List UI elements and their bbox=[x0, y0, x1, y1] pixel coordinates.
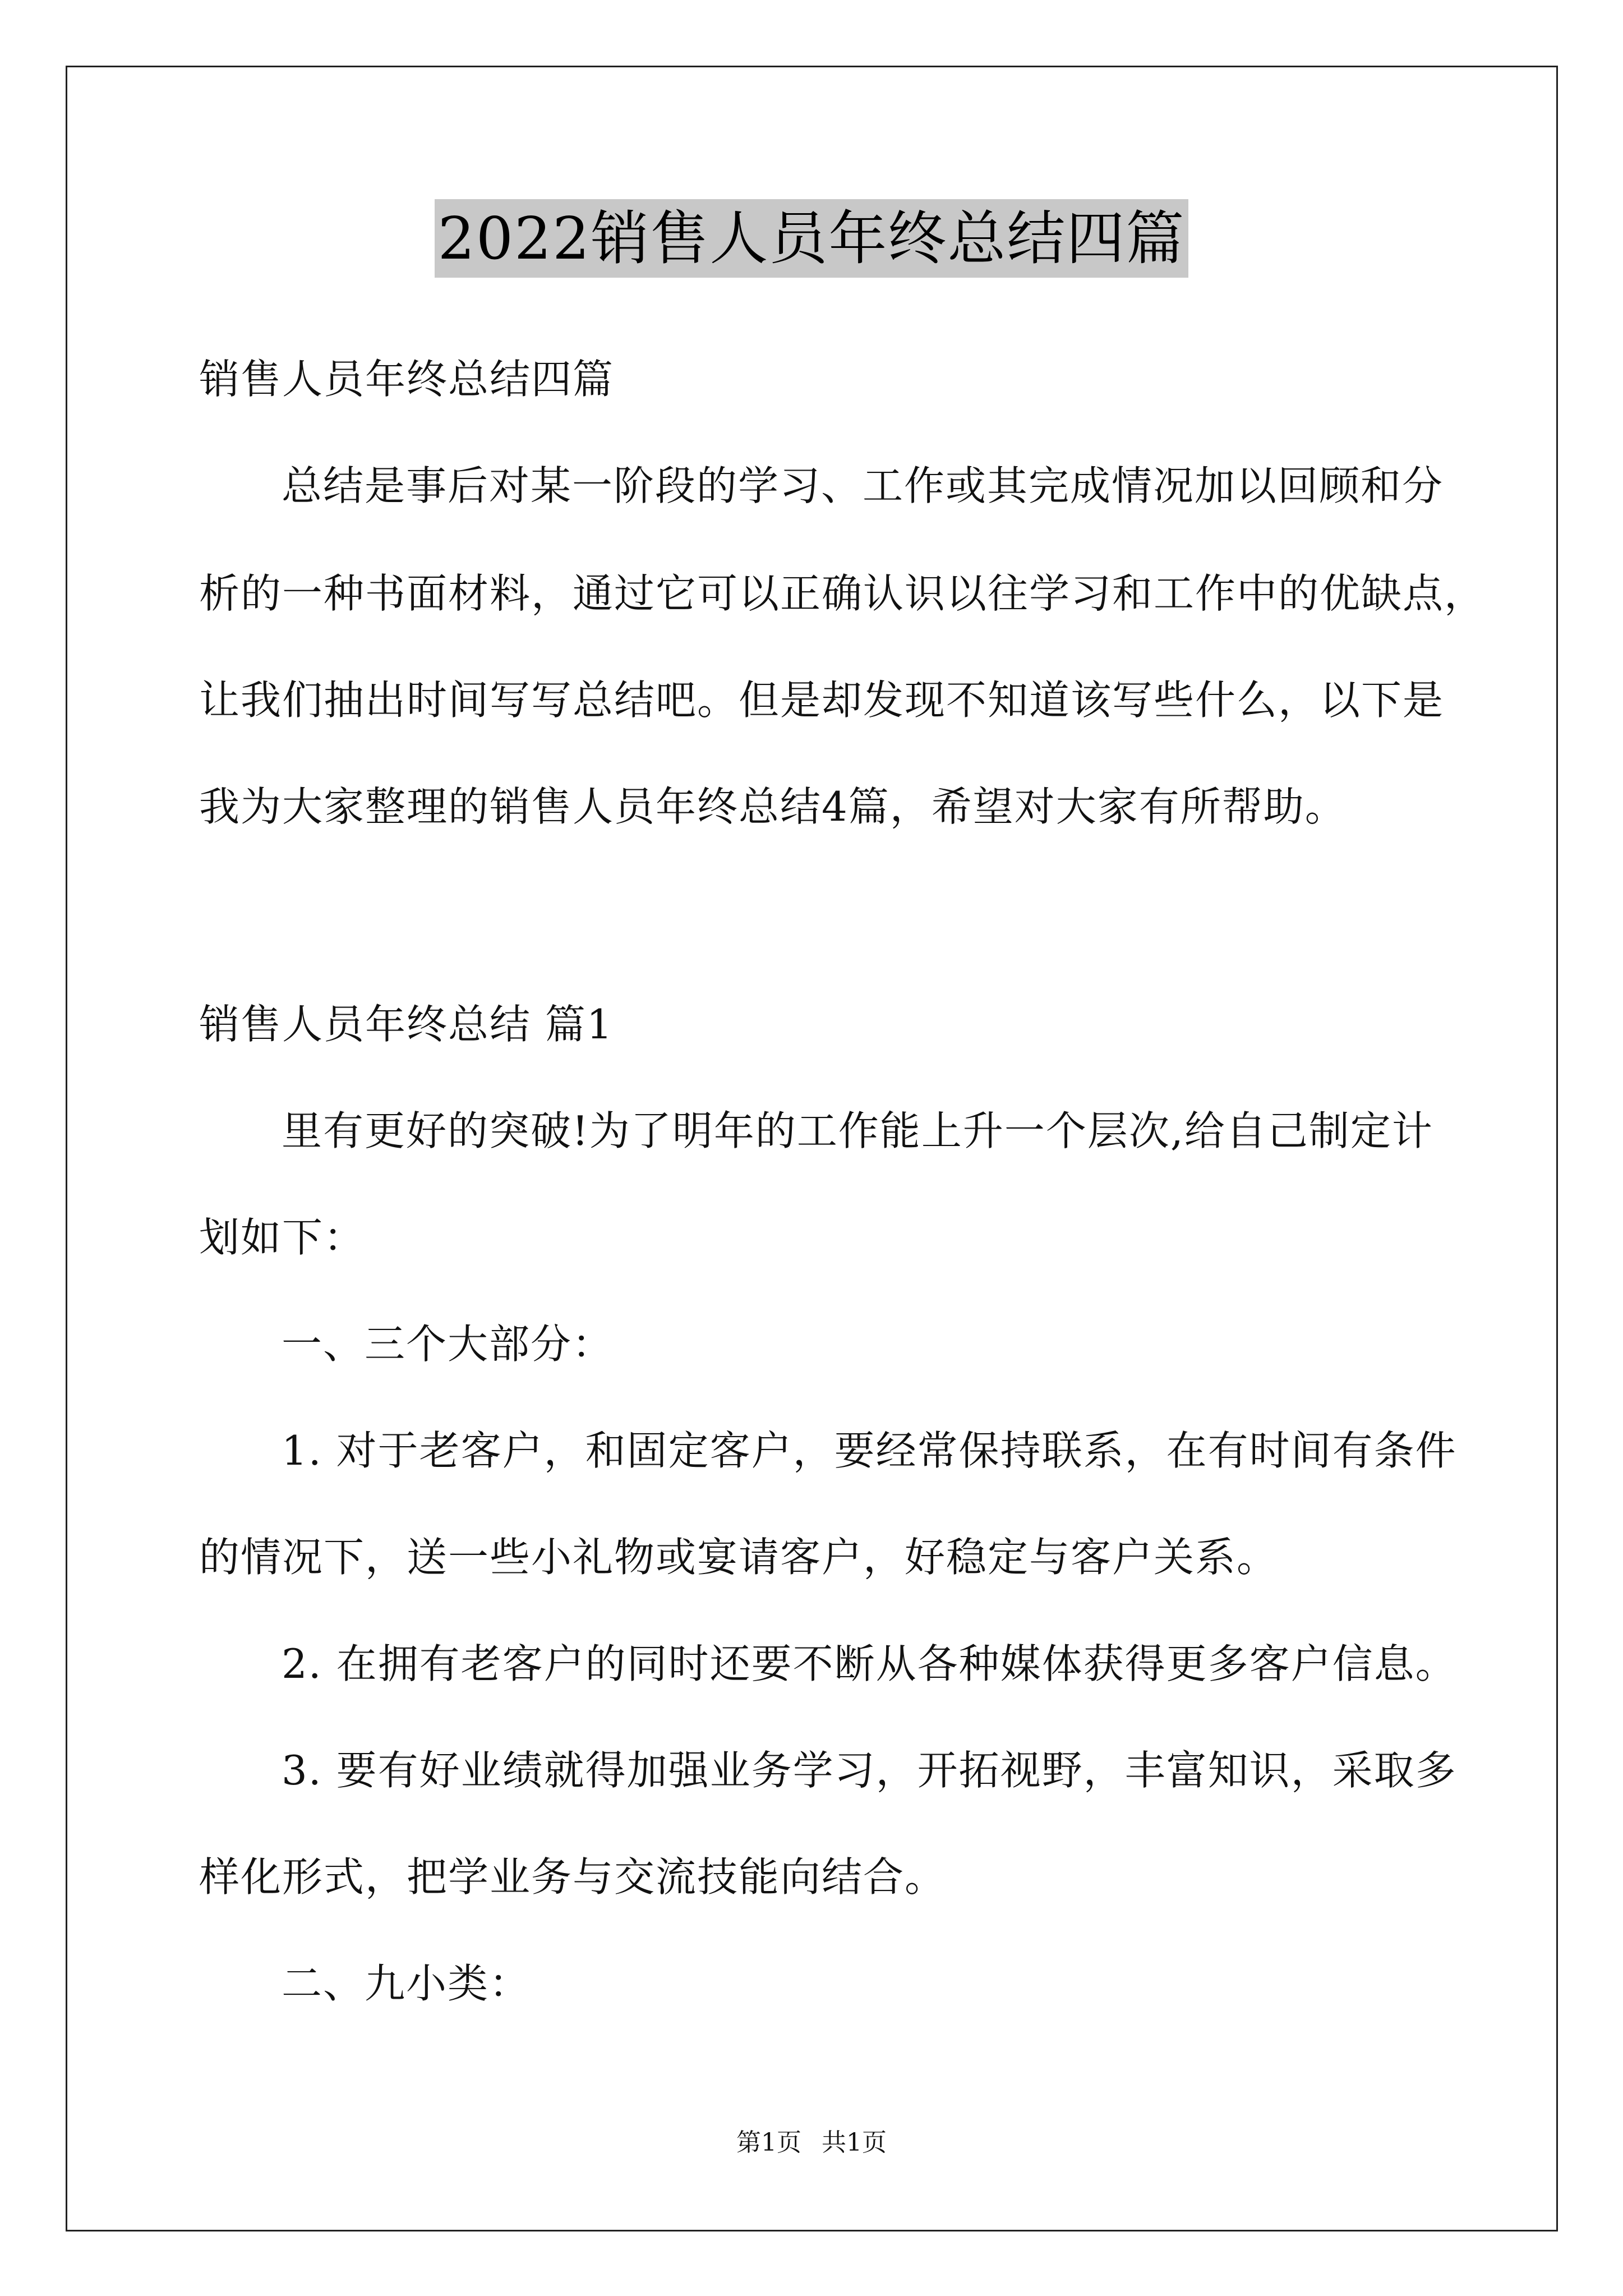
body-line: 划如下： bbox=[199, 1214, 366, 1261]
subtitle: 销售人员年终总结四篇 bbox=[199, 356, 615, 403]
body-line: 3. 要有好业绩就得加强业务学习，开拓视野，丰富知识，采取多 bbox=[282, 1747, 1457, 1794]
intro-line: 析的一种书面材料，通过它可以正确认识以往学习和工作中的优缺点， bbox=[199, 570, 1486, 617]
body-line: 二、九小类： bbox=[282, 1960, 531, 2007]
title-container bbox=[0, 199, 1623, 278]
intro-line: 我为大家整理的销售人员年终总结4篇，希望对大家有所帮助。 bbox=[199, 783, 1347, 830]
body-line: 一、三个大部分： bbox=[282, 1320, 614, 1368]
body-line: 里有更好的突破!为了明年的工作能上升一个层次,给自己制定计 bbox=[282, 1107, 1433, 1154]
document-title: 2022销售人员年终总结四篇 bbox=[435, 199, 1189, 278]
intro-line: 让我们抽出时间写写总结吧。但是却发现不知道该写些什么，以下是 bbox=[199, 677, 1445, 724]
page-footer bbox=[0, 2126, 1623, 2160]
body-line: 2. 在拥有老客户的同时还要不断从各种媒体获得更多客户信息。 bbox=[282, 1640, 1457, 1687]
page-number: 第1页 bbox=[736, 2128, 801, 2157]
body-line: 1. 对于老客户，和固定客户，要经常保持联系，在有时间有条件 bbox=[282, 1427, 1457, 1474]
body-line: 的情况下，送一些小礼物或宴请客户，好稳定与客户关系。 bbox=[199, 1534, 1279, 1581]
body-line: 样化形式，把学业务与交流技能向结合。 bbox=[199, 1853, 947, 1901]
section-heading: 销售人员年终总结 篇1 bbox=[199, 1001, 614, 1048]
intro-line: 总结是事后对某一阶段的学习、工作或其完成情况加以回顾和分 bbox=[282, 462, 1444, 509]
page-total: 共1页 bbox=[822, 2128, 887, 2157]
